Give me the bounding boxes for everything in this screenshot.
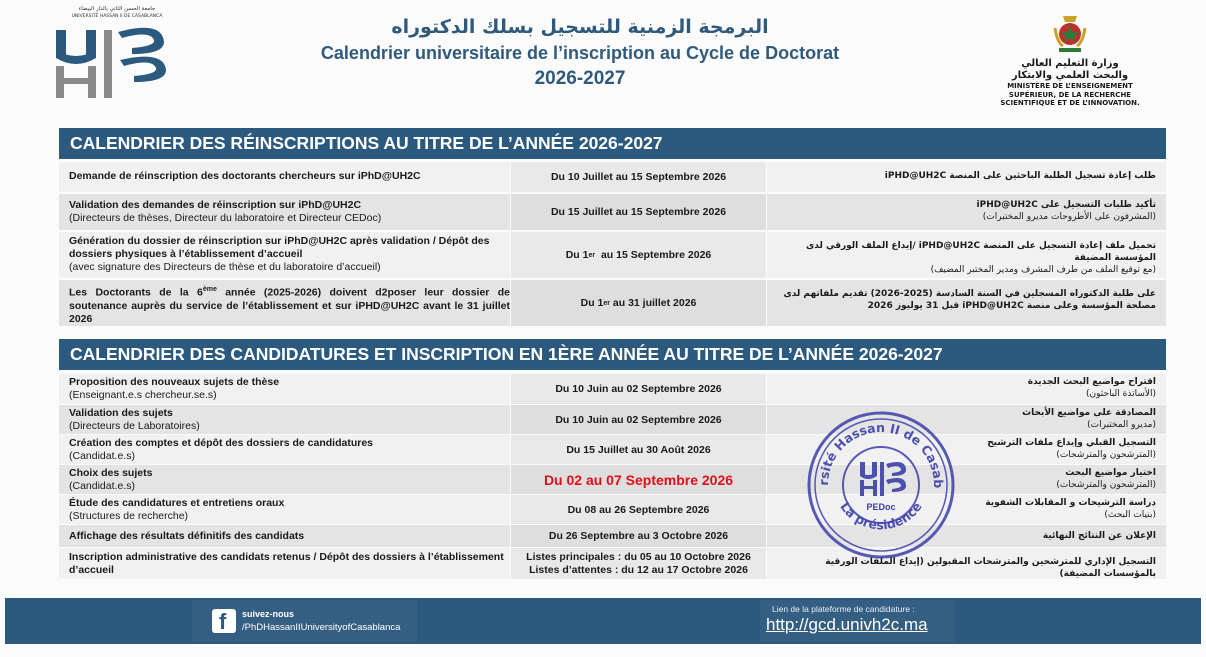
title-french: Calendrier universitaire de l’inscription au Cycle de Doctorat [320, 43, 840, 63]
row-fr-text [59, 194, 510, 230]
follow-label: suivez-nous [242, 609, 295, 619]
row-date: Du 08 au 26 Septembre 2026 [511, 495, 766, 524]
candidatures-heading: CALENDRIER DES CANDIDATURES ET INSCRIPTION EN 1ÈRE ANNÉE AU TITRE DE L’ANNÉE 2026-2027 [59, 339, 1166, 370]
reinscriptions-heading: CALENDRIER DES RÉINSCRIPTIONS AU TITRE DE L’ANNÉE 2026-2027 [59, 128, 1166, 159]
table-row [59, 435, 1166, 464]
ministry-arabic-line2: والبحث العلمي والابتكار [1011, 70, 1129, 81]
row-ar-main: تأكيد طلبات التسجيل على iPHD@UH2C [976, 200, 1156, 210]
row-ar-text [767, 280, 1166, 326]
reinscriptions-table [59, 162, 1166, 326]
row-ar-main: المصادقة على مواضيع الأبحاث [1022, 408, 1156, 418]
footer-bar [5, 598, 1201, 644]
row-fr-prefix: Les Doctorants de la 6 [69, 286, 203, 299]
ministry-arabic-line1: وزارة التعليم العالي [1021, 58, 1119, 69]
row-fr-sub: (Directeurs de Laboratoires) [69, 420, 200, 432]
platform-label: Lien de la plateforme de candidature : [772, 604, 915, 614]
row-fr-main: Génération du dossier de réinscription sur iPhD@UH2C après validation / Dépôt des dossiers physiques à l’établissement d’accueil [69, 235, 490, 260]
row-ar-sub: (الأساتذة الباحثون) [1086, 389, 1156, 399]
logo-french-name: UNIVERSITÉ HASSAN II DE CASABLANCA [71, 14, 163, 19]
row-fr-sub: (Candidat.e.s) [69, 480, 135, 492]
row-ar-sub: (المترشحون والمترشحات) [1056, 450, 1156, 460]
row-ar-main: اقتراح مواضيع البحث الجديدة [1027, 377, 1156, 387]
uh2c-logo [52, 6, 182, 104]
row-fr-text [59, 374, 510, 404]
stamp-center-label: PEDoc [866, 502, 896, 512]
row-fr-sub: (Enseignant.e.s chercheur.se.s) [69, 389, 217, 401]
row-ar-text [767, 232, 1166, 278]
table-row [59, 162, 1166, 192]
facebook-icon[interactable]: f [212, 609, 236, 633]
row-fr-text [59, 495, 510, 524]
table-row [59, 548, 1166, 579]
uh2c-emblem-icon [52, 20, 182, 100]
stamp-bottom-text: La présidence [837, 499, 925, 533]
date-prefix: Du 1 [580, 297, 604, 309]
row-fr-text [59, 162, 510, 192]
title-year: 2026-2027 [534, 68, 626, 89]
date-waiting-list: Listes d’attentes : du 12 au 17 Octobre 2026 [529, 563, 748, 576]
row-ar-main: طلب إعادة تسجيل الطلبة الباحثين على المنصة iPHD@UH2C [884, 171, 1156, 181]
table-row [59, 525, 1166, 547]
ministry-french-line1: MINISTÈRE DE L’ENSEIGNEMENT [1007, 82, 1133, 90]
stamp-seal-icon [806, 410, 956, 560]
row-fr-main: Validation des demandes de réinscription sur iPhD@UH2C [69, 199, 362, 211]
row-ar-text [767, 162, 1166, 192]
row-ar-sub: (مع توقيع الملف من طرف المشرف ومدير المختبر المضيف) [930, 265, 1156, 275]
row-fr-main: Choix des sujets [69, 467, 153, 479]
table-row [59, 232, 1166, 278]
row-fr-main: Proposition des nouveaux sujets de thèse [69, 376, 280, 388]
stamp-top-text: rsité Hassan II de Casab [815, 419, 947, 489]
row-ar-main: على طلبة الدكتوراه المسجلين في السنة السادسة (2025-2026) تقديم ملفاتهم لدى مصلحة المؤسسة وعلى منصة iPHD@UH2C قبل 31 يوليوز 2026 [783, 289, 1156, 311]
facebook-handle-link[interactable]: /PhDHassanIIUniversityofCasablanca [242, 622, 401, 633]
row-date: Du 10 Juin au 02 Septembre 2026 [511, 405, 766, 434]
date-prefix: Du 1 [565, 249, 589, 261]
table-row [59, 405, 1166, 434]
row-fr-text [59, 405, 510, 434]
row-ar-sub: (بنيات البحث) [1104, 510, 1156, 520]
highlight-date: Du 02 au 07 Septembre 2026 [543, 471, 734, 488]
date-main-list: Listes principales : du 05 au 10 Octobre 2026 [526, 550, 751, 563]
row-fr-main: Demande de réinscription des doctorants chercheurs sur iPhD@UH2C [69, 170, 421, 182]
table-row [59, 280, 1166, 326]
row-fr-text [59, 232, 510, 278]
row-date: Du 26 Septembre au 3 Octobre 2026 [511, 525, 766, 547]
table-row [59, 194, 1166, 230]
row-ar-main: التسجيل الإداري للمترشحين والمترشحات المقبولين (إيداع الملفات الورقية بالمؤسسات المضيفة) [825, 557, 1156, 579]
table-row [59, 465, 1166, 494]
row-fr-text [59, 435, 510, 464]
candidatures-table [59, 374, 1166, 579]
row-ar-main: دراسة الترشيحات و المقابلات الشفوية [985, 498, 1156, 508]
date-superscript: er [588, 251, 596, 259]
row-fr-text [59, 548, 510, 579]
logo-arabic-name: جامعة الحسن الثاني بالدار البيضاء [78, 6, 156, 12]
date-suffix: au 15 Septembre 2026 [595, 249, 712, 261]
title-arabic: البرمجة الزمنية للتسجيل بسلك الدكتوراه [391, 16, 769, 38]
row-ar-text [767, 194, 1166, 230]
row-fr-sub: (avec signature des Directeurs de thèse et du laboratoire d’accueil) [69, 261, 381, 273]
row-date [511, 280, 766, 326]
row-fr-text [59, 465, 510, 494]
page-title [270, 14, 890, 92]
row-fr-main: Étude des candidatures et entretiens oraux [69, 497, 285, 509]
row-fr-main: Inscription administrative des candidats retenus / Dépôt des dossiers à l’établissement d’accueil [69, 551, 504, 576]
row-date [511, 548, 766, 579]
ministry-logo [995, 12, 1145, 108]
row-fr-superscript: ème [202, 286, 217, 293]
row-ar-main: تحميل ملف إعادة التسجيل على المنصة iPHD@UH2C /إيداع الملف الورقي لدى المؤسسة المضيفة [806, 241, 1156, 263]
row-fr-suffix: année (2025-2026) doivent d2poser leur dossier de soutenance auprès du service de l’établissement et sur iPHD@UH2C avant le 31 juillet 2026 [69, 286, 510, 325]
moroccan-coat-of-arms-icon [1053, 12, 1087, 54]
ministry-french-line2: SUPÉRIEUR, DE LA RECHERCHE [1008, 90, 1132, 99]
row-ar-sub: (مديرو المختبرات) [1087, 420, 1156, 430]
row-date-highlight [511, 465, 766, 494]
row-fr-sub: (Structures de recherche) [69, 510, 189, 522]
row-fr-main: Validation des sujets [69, 407, 173, 419]
presidency-stamp [806, 410, 956, 560]
row-ar-sub: (المشرفون على الأطروحات مديرو المختبرات) [982, 212, 1156, 222]
row-fr-sub: (Directeurs de thèses, Directeur du laboratoire et Directeur CEDoc) [69, 212, 382, 224]
platform-url-link[interactable]: http://gcd.univh2c.ma [766, 615, 928, 634]
date-superscript: er [603, 299, 610, 307]
svg-text:Université Hassan II de Casabl [806, 410, 946, 488]
row-ar-sub: (المترشحون والمترشحات) [1056, 480, 1156, 490]
table-row [59, 374, 1166, 404]
row-date: Du 10 Juin au 02 Septembre 2026 [511, 374, 766, 404]
row-ar-text [767, 374, 1166, 404]
row-date: Du 15 Juillet au 30 Août 2026 [511, 435, 766, 464]
row-date: Du 15 Juillet au 15 Septembre 2026 [511, 194, 766, 230]
row-date [511, 232, 766, 278]
row-fr-text [59, 525, 510, 547]
row-ar-main: التسجيل القبلي وإيداع ملفات الترشيح [987, 438, 1156, 448]
row-fr-main: Création des comptes et dépôt des dossiers de candidatures [69, 437, 374, 449]
row-fr-sub: (Candidat.e.s) [69, 450, 135, 462]
table-row [59, 495, 1166, 524]
row-ar-main: الإعلان عن النتائج النهائية [1042, 531, 1156, 541]
row-fr-main: Affichage des résultats définitifs des candidats [69, 530, 305, 542]
row-ar-main: اختيار مواضيع البحث [1065, 468, 1156, 478]
ministry-french-line3: SCIENTIFIQUE ET DE L’INNOVATION. [1000, 99, 1140, 107]
row-date: Du 10 Juillet au 15 Septembre 2026 [511, 162, 766, 192]
date-suffix: au 31 juillet 2026 [610, 297, 697, 309]
row-fr-text [59, 280, 510, 326]
